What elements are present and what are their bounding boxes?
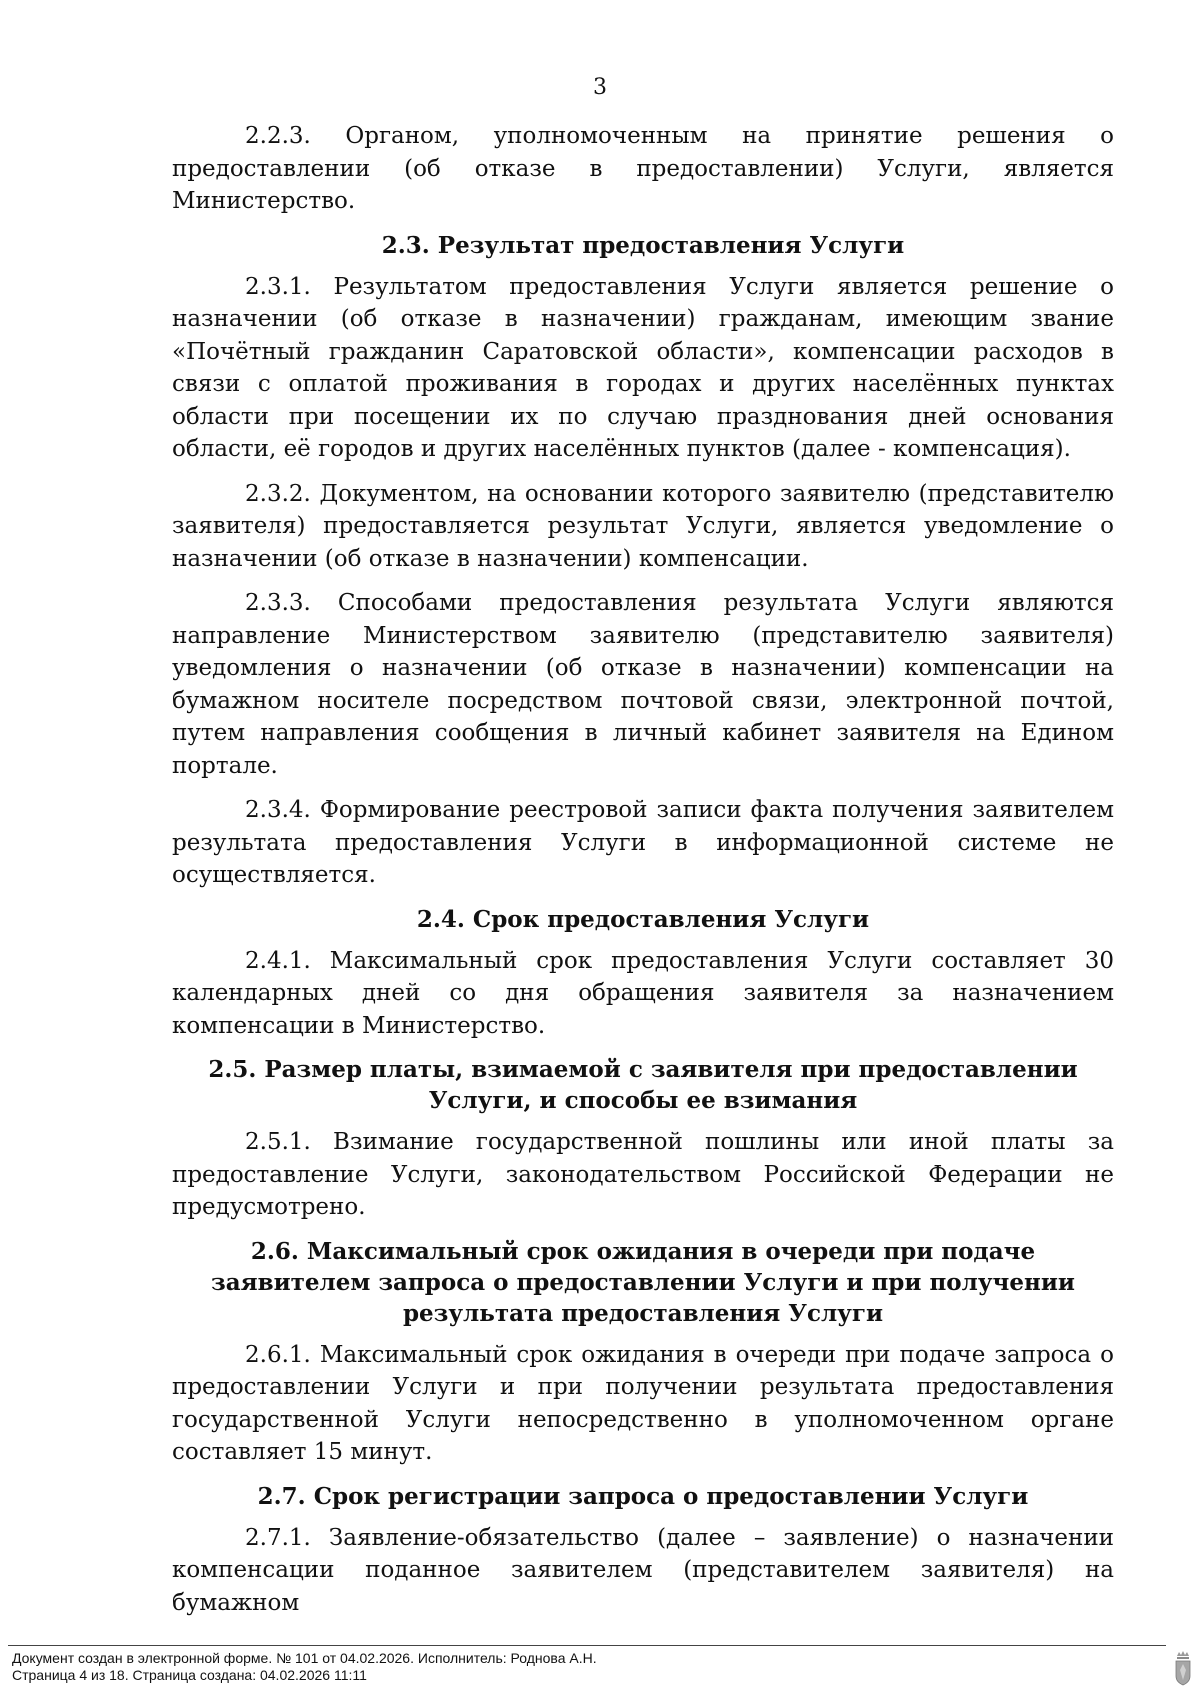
paragraph: 2.3.1. Результатом предоставления Услуги является решение о назначении (об отказе в назначении) гражданам, имеющим звание «Почётный гражданин Саратовской области», компенсации расходов в связи с оплатой проживания в городах и других населённых пунктах области при посещении их по случаю празднования дней основания области, её городов и других населённых пунктов (далее - компенсация). (172, 273, 1114, 462)
paragraph: 2.4.1. Максимальный срок предоставления Услуги составляет 30 календарных дней со дня обращения заявителя за назначением компенсации в Министерство. (172, 947, 1114, 1039)
section-heading: 2.6. Максимальный срок ожидания в очереди при подаче заявителем запроса о предоставлении Услуги и при получении результата предоставления Услуги (211, 1237, 1075, 1327)
section-heading: 2.7. Срок регистрации запроса о предоставлении Услуги (257, 1482, 1029, 1510)
document-footer (12, 1650, 597, 1684)
paragraph: 2.2.3. Органом, уполномоченным на принятие решения о предоставлении (об отказе в предоставлении) Услуги, является Министерство. (172, 123, 1114, 214)
footer-divider (8, 1645, 1166, 1646)
document-body (172, 120, 1114, 1631)
coat-of-arms-icon (1173, 1650, 1193, 1686)
section-heading: 2.3. Результат предоставления Услуги (381, 231, 905, 259)
paragraph: 2.3.4. Формирование реестровой записи факта получения заявителем результата предоставления Услуги в информационной системе не осуществляется. (172, 797, 1114, 888)
paragraph: 2.6.1. Максимальный срок ожидания в очереди при подаче запроса о предоставлении Услуги и при получении результата предоставления государственной Услуги непосредственно в уполномоченном органе составляет 15 минут. (172, 1341, 1114, 1465)
section-heading: 2.5. Размер платы, взимаемой с заявителя при предоставлении Услуги, и способы ее взимания (208, 1056, 1078, 1114)
footer-document-info: Документ создан в электронной форме. № 101 от 04.02.2026. Исполнитель: Роднова А.Н. (12, 1650, 597, 1666)
paragraph: 2.7.1. Заявление-обязательство (далее – заявление) о назначении компенсации поданное заявителем (представителем заявителя) на бумажном (172, 1524, 1114, 1616)
paragraph: 2.3.3. Способами предоставления результата Услуги являются направление Министерством заявителю (представителю заявителя) уведомления о назначении (об отказе в назначении) компенсации на бумажном носителе посредством почтовой связи, электронной почтой, путем направления сообщения в личный кабинет заявителя на Едином портале. (172, 590, 1114, 779)
paragraph: 2.3.2. Документом, на основании которого заявителю (представителю заявителя) предоставляется результат Услуги, является уведомление о назначении (об отказе в назначении) компенсации. (172, 480, 1114, 572)
section-heading: 2.4. Срок предоставления Услуги (416, 905, 870, 933)
page-number: 3 (593, 75, 607, 100)
paragraph: 2.5.1. Взимание государственной пошлины или иной платы за предоставление Услуги, законодательством Российской Федерации не предусмотрено. (172, 1129, 1114, 1220)
footer-page-info: Страница 4 из 18. Страница создана: 04.02.2026 11:11 (12, 1667, 367, 1683)
